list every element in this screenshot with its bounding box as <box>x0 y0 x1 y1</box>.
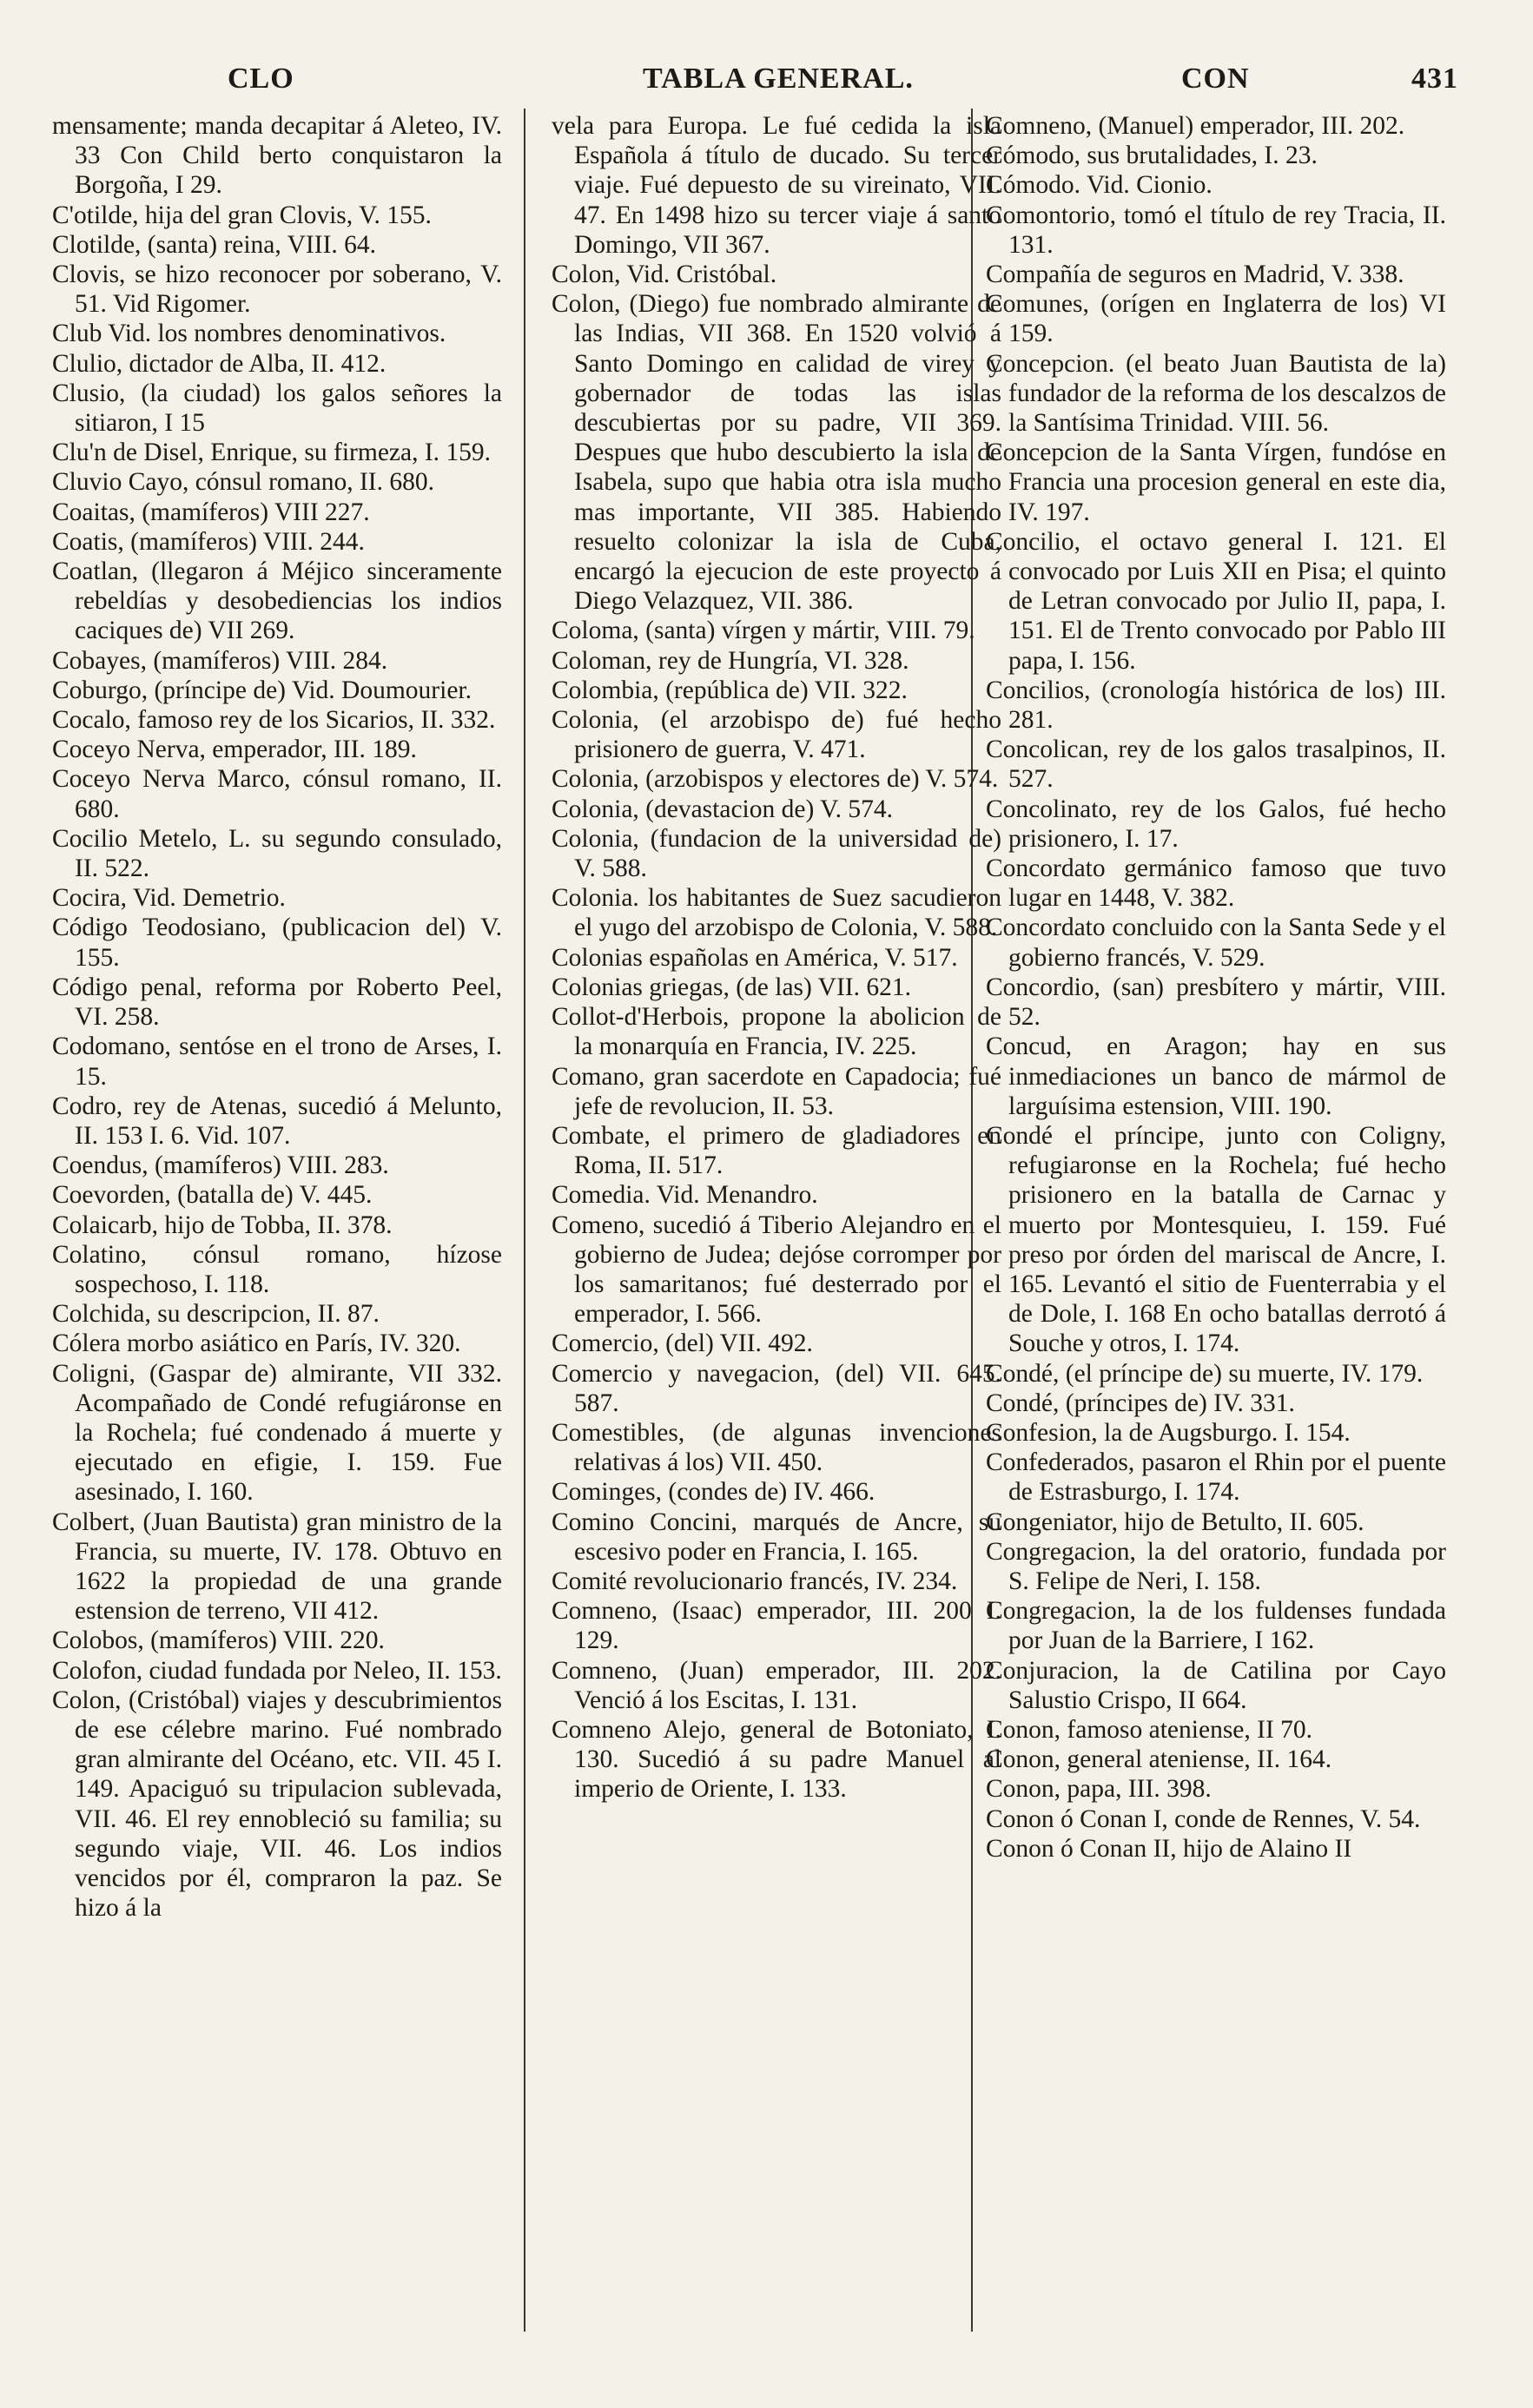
index-entry: Colobos, (mamíferos) VIII. 220. <box>52 1626 385 1655</box>
index-entry: Condé, (el príncipe de) su muerte, IV. 179. <box>986 1359 1424 1388</box>
index-entry: Código penal, reforma por Roberto Peel, VI. 258. <box>52 973 502 1032</box>
index-entry: Condé, (príncipes de) IV. 331. <box>986 1389 1295 1417</box>
index-entry: Comano, gran sacerdote en Capadocia; fué jefe de revolucion, II. 53. <box>552 1062 1001 1120</box>
index-entry: Condé el príncipe, junto con Coligny, refugiaronse en la Rochela; fué hecho prisionero en la batalla de Carnac y muerto por Montesquieu, I. 159. Fué preso por órden del mariscal de Ancre, I. 165. Levantó el sitio de Fuenterrabia y el de Dole, I. 168 En ocho batallas derrotó á Souche y otros, I. 174. <box>986 1121 1446 1358</box>
header-left: CLO <box>228 63 294 95</box>
index-entry: Colonia, (fundacion de la universidad de) V. 588. <box>552 824 1001 883</box>
index-entry: Cómodo. Vid. Cionio. <box>986 171 1213 200</box>
index-entry: Coceyo Nerva, emperador, III. 189. <box>52 736 417 764</box>
index-entry: Congregacion, la de los fuldenses fundada por Juan de la Barriere, I 162. <box>986 1597 1446 1655</box>
index-entry: Congeniator, hijo de Betulto, II. 605. <box>986 1507 1365 1536</box>
index-entry: Coendus, (mamíferos) VIII. 283. <box>52 1151 389 1180</box>
index-entry: Concepcion. (el beato Juan Bautista de la) fundador de la reforma de los descalzos de la Santísima Trinidad. VIII. 56. <box>986 349 1446 438</box>
index-entry: Cobayes, (mamíferos) VIII. 284. <box>52 646 388 675</box>
index-entry: Coaitas, (mamíferos) VIII 227. <box>52 498 370 526</box>
index-entry: Conon ó Conan I, conde de Rennes, V. 54. <box>986 1804 1421 1833</box>
index-entry: Comedia. Vid. Menandro. <box>552 1181 818 1210</box>
index-entry: Codro, rey de Atenas, sucedió á Melunto, II. 153 I. 6. Vid. 107. <box>52 1092 502 1150</box>
index-entry: Concordato germánico famoso que tuvo lugar en 1448, V. 382. <box>986 854 1446 913</box>
index-entry: Compañía de seguros en Madrid, V. 338. <box>986 261 1404 289</box>
column-divider-left <box>524 109 525 2332</box>
index-entry: Clu'n de Disel, Enrique, su firmeza, I. 159. <box>52 439 492 467</box>
index-entry: Cluvio Cayo, cónsul romano, II. 680. <box>52 468 434 497</box>
index-entry: Confesion, la de Augsburgo. I. 154. <box>986 1418 1351 1447</box>
index-entry: Cominges, (condes de) IV. 466. <box>552 1478 876 1507</box>
index-entry: Combate, el primero de gladiadores en Roma, II. 517. <box>552 1121 1001 1180</box>
index-entry: Comestibles, (de algunas invenciones relativas á los) VII. 450. <box>552 1418 1001 1477</box>
index-entry: Concud, en Aragon; hay en sus inmediaciones un banco de mármol de larguísima estension, VIII. 190. <box>986 1032 1446 1120</box>
index-entry: Concolinato, rey de los Galos, fué hecho prisionero, I. 17. <box>986 795 1446 853</box>
index-entry: Coceyo Nerva Marco, cónsul romano, II. 680. <box>52 765 502 823</box>
index-entry: Conon, general ateniense, II. 164. <box>986 1745 1332 1774</box>
index-entry: Colon, Vid. Cristóbal. <box>552 261 777 289</box>
index-entry: Conjuracion, la de Catilina por Cayo Salustio Crispo, II 664. <box>986 1656 1446 1714</box>
index-entry: Colonia, (arzobispos y electores de) V. 574. <box>552 765 999 794</box>
index-entry: Collot-d'Herbois, propone la abolicion de la monarquía en Francia, IV. 225. <box>552 1003 1001 1061</box>
index-entry: Comeno, sucedió á Tiberio Alejandro en el gobierno de Judea; dejóse corromper por los samaritanos; fué desterrado por el emperador, I. 566. <box>552 1211 1001 1329</box>
index-entry: Comneno, (Juan) emperador, III. 202. Venció á los Escitas, I. 131. <box>552 1656 1001 1714</box>
index-entry: Club Vid. los nombres denominativos. <box>52 320 446 348</box>
index-entry: Colonia, (devastacion de) V. 574. <box>552 795 893 823</box>
index-entry: Colonia. los habitantes de Suez sacudieron el yugo del arzobispo de Colonia, V. 588. <box>552 884 1001 942</box>
index-entry: Concilios, (cronología histórica de los) III. 281. <box>986 676 1446 735</box>
index-entry: Colonia, (el arzobispo de) fué hecho prisionero de guerra, V. 471. <box>552 706 1001 764</box>
index-entry: Comité revolucionario francés, IV. 234. <box>552 1567 958 1595</box>
index-entry: Concordato concluido con la Santa Sede y el gobierno francés, V. 529. <box>986 914 1446 972</box>
index-entry: Cocira, Vid. Demetrio. <box>52 884 286 913</box>
index-entry: Clovis, se hizo reconocer por soberano, V. 51. Vid Rigomer. <box>52 261 502 319</box>
index-entry: Colonias españolas en América, V. 517. <box>552 943 958 972</box>
index-entry: Comunes, (orígen en Inglaterra de los) VI 159. <box>986 290 1446 348</box>
index-entry: Coatis, (mamíferos) VIII. 244. <box>52 527 365 556</box>
index-entry: Comercio, (del) VII. 492. <box>552 1329 813 1358</box>
index-entry: Comino Concini, marqués de Ancre, su escesivo poder en Francia, I. 165. <box>552 1507 1001 1566</box>
header-title: TABLA GENERAL. <box>643 63 914 95</box>
index-entry: Colchida, su descripcion, II. 87. <box>52 1300 380 1329</box>
index-entry: Confederados, pasaron el Rhin por el puente de Estrasburgo, I. 174. <box>986 1448 1446 1507</box>
index-entry: Clotilde, (santa) reina, VIII. 64. <box>52 230 377 259</box>
index-entry: mensamente; manda decapitar á Aleteo, IV. 33 Con Child berto conquistaron la Borgoña, I 29. <box>52 112 502 200</box>
index-entry: Cómodo, sus brutalidades, I. 23. <box>986 142 1318 170</box>
index-entry: Comneno Alejo, general de Botoniato, I. 130. Sucedió á su padre Manuel al imperio de Oriente, I. 133. <box>552 1715 1001 1804</box>
index-entry: Conon, papa, III. 398. <box>986 1775 1212 1804</box>
index-entry: Coloma, (santa) vírgen y mártir, VIII. 79. <box>552 617 975 645</box>
index-entry: Colon, (Cristóbal) viajes y descubrimientos de ese célebre marino. Fué nombrado gran almirante del Océano, etc. VII. 45 I. 149. Apaciguó su tripulacion sublevada, VII. 46. El rey ennobleció su familia; su segundo viaje, VII. 46. Los indios vencidos por él, compraron la paz. Se hizo á la <box>52 1686 502 1923</box>
index-entry: Concordio, (san) presbítero y mártir, VIII. 52. <box>986 973 1446 1032</box>
index-entry: Concilio, el octavo general I. 121. El convocado por Luis XII en Pisa; el quinto de Letran convocado por Julio II, papa, I. 151. El de Trento convocado por Pablo III papa, I. 156. <box>986 527 1446 675</box>
index-entry: Cólera morbo asiático en París, IV. 320. <box>52 1329 461 1358</box>
index-entry: Comontorio, tomó el título de rey Tracia, II. 131. <box>986 201 1446 259</box>
index-column-middle <box>552 111 1001 1804</box>
index-entry: Código Teodosiano, (publicacion del) V. 155. <box>52 914 502 972</box>
index-entry: Conon, famoso ateniense, II 70. <box>986 1715 1313 1744</box>
index-entry: Colon, (Diego) fue nombrado almirante de las Indias, VII 368. En 1520 volvió á Santo Domingo en calidad de virey y gobernador de todas las islas descubiertas por su padre, VII 369. Despues que hubo descubierto la isla de Isabela, supo que habia otra isla mucho mas importante, VII 385. Habiendo resuelto colonizar la isla de Cuba, encargó la ejecucion de este proyecto á Diego Velazquez, VII. 386. <box>552 290 1001 616</box>
index-entry: Concolican, rey de los galos trasalpinos, II. 527. <box>986 736 1446 794</box>
running-header <box>0 54 1533 106</box>
header-right: CON <box>1181 63 1250 95</box>
index-column-left <box>52 111 502 1923</box>
index-entry: vela para Europa. Le fué cedida la isla Española á título de ducado. Su tercer viaje. Fué depuesto de su vireinato, VII. 47. En 1498 hizo su tercer viaje á santo Domingo, VII 367. <box>552 112 1001 259</box>
index-entry: Cocalo, famoso rey de los Sicarios, II. 332. <box>52 706 496 735</box>
index-entry: Coatlan, (llegaron á Méjico sinceramente rebeldías y desobediencias los indios caciques de) VII 269. <box>52 557 502 645</box>
index-entry: Colaicarb, hijo de Tobba, II. 378. <box>52 1211 393 1239</box>
index-entry: Colofon, ciudad fundada por Neleo, II. 153. <box>52 1656 502 1685</box>
index-entry: Clusio, (la ciudad) los galos señores la sitiaron, I 15 <box>52 379 502 438</box>
index-entry: Coloman, rey de Hungría, VI. 328. <box>552 646 909 675</box>
index-entry: Concepcion de la Santa Vírgen, fundóse en Francia una procesion general en este dia, IV. 197. <box>986 439 1446 526</box>
index-entry: Comneno, (Manuel) emperador, III. 202. <box>986 112 1405 140</box>
index-entry: Coligni, (Gaspar de) almirante, VII 332. Acompañado de Condé refugiáronse en la Rochela; fué condenado á muerte y ejecutado en efigie, I. 159. Fue asesinado, I. 160. <box>52 1359 502 1507</box>
index-entry: Colombia, (república de) VII. 322. <box>552 676 908 704</box>
index-entry: Colatino, cónsul romano, hízose sospechoso, I. 118. <box>52 1240 502 1298</box>
index-entry: Comneno, (Isaac) emperador, III. 200 I. 129. <box>552 1597 1001 1655</box>
index-entry: Cocilio Metelo, L. su segundo consulado, II. 522. <box>52 824 502 883</box>
index-entry: Clulio, dictador de Alba, II. 412. <box>52 349 387 378</box>
index-entry: Comercio y navegacion, (del) VII. 645. 587. <box>552 1359 1001 1417</box>
index-column-right <box>986 111 1446 1864</box>
index-entry: Colonias griegas, (de las) VII. 621. <box>552 973 912 1001</box>
index-entry: Conon ó Conan II, hijo de Alaino II <box>986 1834 1352 1863</box>
page-number: 431 <box>1411 63 1458 95</box>
index-entry: Coevorden, (batalla de) V. 445. <box>52 1181 373 1210</box>
index-entry: Codomano, sentóse en el trono de Arses, I. 15. <box>52 1032 502 1091</box>
index-entry: Coburgo, (príncipe de) Vid. Doumourier. <box>52 676 472 704</box>
index-entry: Congregacion, la del oratorio, fundada por S. Felipe de Neri, I. 158. <box>986 1537 1446 1595</box>
index-entry: C'otilde, hija del gran Clovis, V. 155. <box>52 201 432 229</box>
index-entry: Colbert, (Juan Bautista) gran ministro de la Francia, su muerte, IV. 178. Obtuvo en 1622 la propiedad de una grande estension de terreno, VII 412. <box>52 1507 502 1626</box>
